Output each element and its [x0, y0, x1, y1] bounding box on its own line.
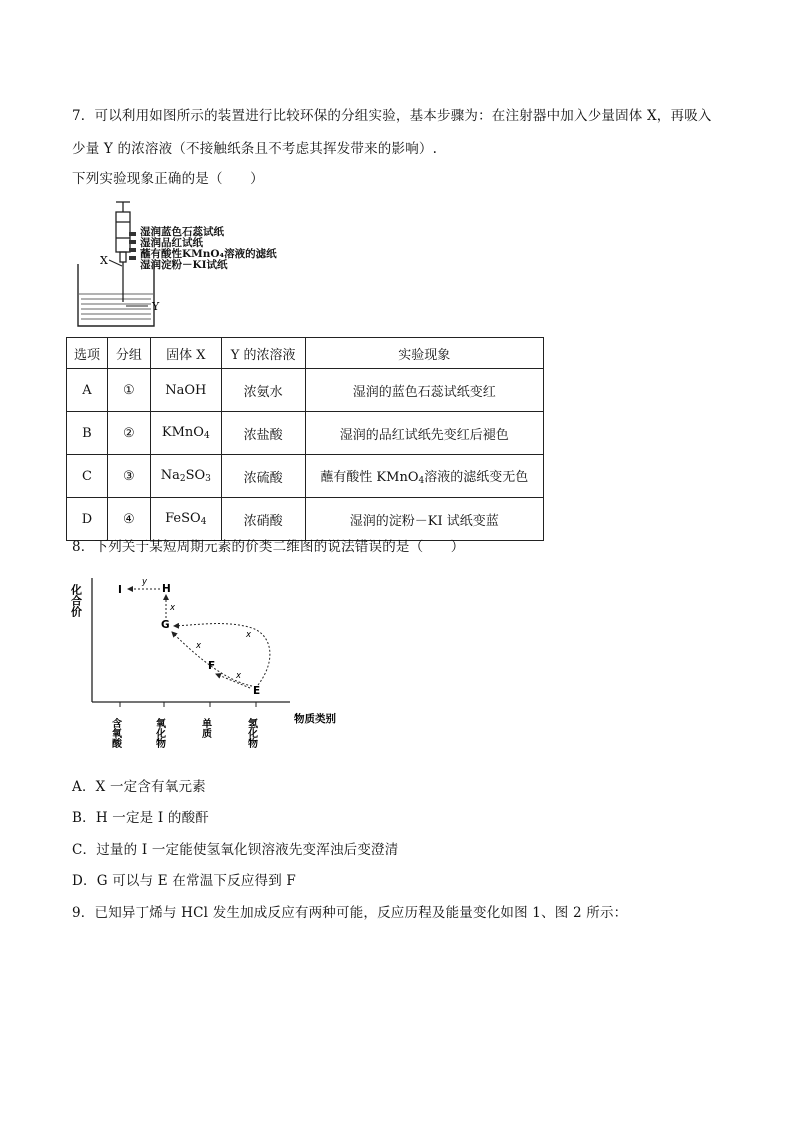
arrow-label-x: x	[236, 671, 242, 681]
table-header-row	[67, 338, 544, 369]
q8-option-b: B．H 一定是 I 的酸酐	[72, 810, 209, 826]
arrow-e-to-f	[216, 674, 250, 688]
cell-option: A	[67, 369, 108, 412]
beaker	[78, 264, 154, 326]
arrow-label-x: x	[170, 603, 176, 613]
point-f: F	[208, 660, 216, 672]
cell-group: ②	[107, 412, 150, 455]
q7-table	[66, 337, 544, 541]
cell-phenomenon: 湿润的淀粉－KI 试纸变蓝	[305, 498, 543, 541]
paper-label-1: 湿润蓝色石蕊试纸	[140, 226, 224, 238]
header-solid: 固体 X	[150, 338, 221, 369]
table-row	[67, 369, 544, 412]
cell-solution: 浓盐酸	[221, 412, 305, 455]
cell-solution: 浓氨水	[221, 369, 305, 412]
cell-group: ④	[107, 498, 150, 541]
cell-solid: FeSO$_4$	[150, 498, 221, 541]
table-row	[67, 412, 544, 455]
cell-phenomenon: 蘸有酸性 KMnO$_4$溶液的滤纸变无色	[305, 455, 543, 498]
category-oxide: 氧化物	[153, 718, 165, 748]
syringe	[116, 202, 130, 302]
label-y: Y	[152, 300, 160, 313]
paper-label-4: 湿润淀粉－KI试纸	[140, 259, 228, 271]
arrow-label-x: x	[246, 630, 252, 640]
arrow-e-to-g-curve	[174, 624, 270, 685]
q7-question: 下列实验现象正确的是（ ）	[72, 171, 264, 187]
q9-stem: 9．已知异丁烯与 HCl 发生加成反应有两种可能，反应历程及能量变化如图 1、图 2 所示：	[72, 905, 628, 921]
q8-option-a: A．X 一定含有氧元素	[72, 779, 206, 795]
q8-stem: 8．下列关于某短周期元素的价类二维图的说法错误的是（ ）	[72, 539, 465, 555]
cell-group: ③	[107, 455, 150, 498]
cell-solid: $Na_2SO_3$	[150, 455, 221, 498]
table-row	[67, 455, 544, 498]
header-phenomenon: 实验现象	[305, 338, 543, 369]
point-e: E	[253, 685, 261, 697]
q8-option-c: C．过量的 I 一定能使氢氧化钡溶液先变浑浊后变澄清	[72, 842, 399, 858]
cell-solid: NaOH	[150, 369, 221, 412]
category-acid: 含氧酸	[109, 718, 121, 748]
q7-apparatus-figure	[72, 198, 322, 330]
cell-phenomenon: 湿润的品红试纸先变红后褪色	[305, 412, 543, 455]
category-element: 单质	[199, 718, 211, 738]
cell-option: C	[67, 455, 108, 498]
cell-solution: 浓硫酸	[221, 455, 305, 498]
q8-valence-diagram	[69, 570, 362, 760]
arrow-label-y: y	[142, 577, 148, 587]
paper-label-3: 蘸有酸性KMnO₄溶液的滤纸	[140, 248, 277, 260]
point-h: H	[162, 583, 171, 595]
x-axis-label: 物质类别	[294, 713, 336, 725]
header-option: 选项	[67, 338, 108, 369]
q7-stem-line1: 7．可以利用如图所示的装置进行比较环保的分组实验，基本步骤为：在注射器中加入少量固体 X，再吸入	[72, 108, 712, 124]
point-g: G	[161, 619, 170, 631]
y-axis-label: 化合价	[69, 584, 83, 617]
cell-option: B	[67, 412, 108, 455]
cell-solution: 浓硝酸	[221, 498, 305, 541]
q8-option-d: D．G 可以与 E 在常温下反应得到 F	[72, 873, 296, 889]
paper-label-2: 湿润品红试纸	[140, 237, 203, 249]
header-group: 分组	[107, 338, 150, 369]
label-x: X	[100, 254, 108, 267]
cell-option: D	[67, 498, 108, 541]
arrow-label-x: x	[196, 641, 202, 651]
cell-phenomenon: 湿润的蓝色石蕊试纸变红	[305, 369, 543, 412]
cell-group: ①	[107, 369, 150, 412]
category-hydride: 氢化物	[245, 718, 257, 748]
header-solution: Y 的浓溶液	[221, 338, 305, 369]
point-i: I	[118, 584, 122, 596]
cell-solid: KMnO$_4$	[150, 412, 221, 455]
q7-stem-line2: 少量 Y 的浓溶液（不接触纸条且不考虑其挥发带来的影响）.	[72, 141, 438, 157]
